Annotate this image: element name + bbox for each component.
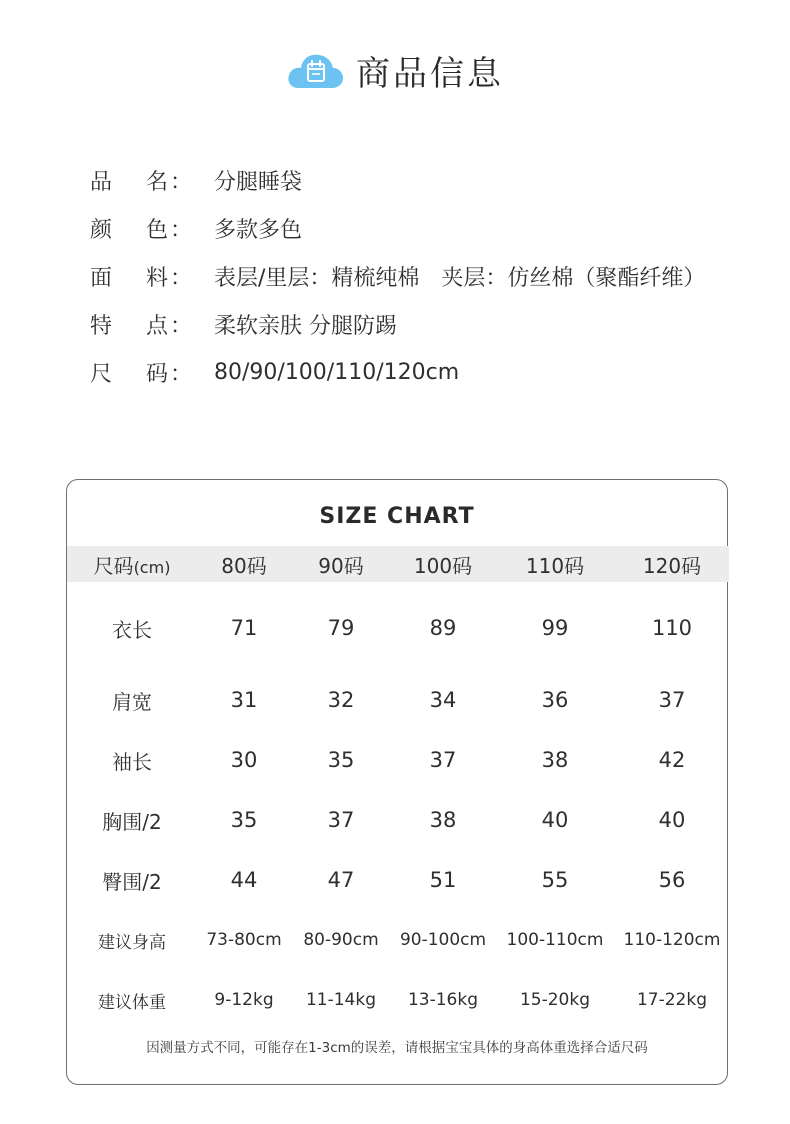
table-cell: 37 bbox=[658, 688, 686, 712]
info-row-size bbox=[90, 348, 770, 396]
info-label-char: 面 bbox=[90, 265, 113, 291]
table-cell: 51 bbox=[429, 868, 457, 892]
table-cell: 99 bbox=[541, 616, 569, 640]
row-label: 臀围/2 bbox=[102, 869, 162, 894]
table-cell: 40 bbox=[658, 808, 686, 832]
info-label-char: 品 bbox=[90, 169, 113, 195]
size-table bbox=[67, 546, 729, 1030]
info-label-char: 尺 bbox=[90, 361, 113, 387]
product-info-list bbox=[90, 156, 770, 396]
table-cell: 13-16kg bbox=[407, 990, 479, 1010]
table-cell: 110-120cm bbox=[623, 930, 721, 950]
info-label bbox=[90, 309, 214, 340]
info-label-char: 色 bbox=[146, 217, 169, 243]
table-cell: 17-22kg bbox=[636, 990, 708, 1010]
table-cell: 89 bbox=[429, 616, 457, 640]
row-label: 袖长 bbox=[112, 749, 152, 774]
table-cell: 15-20kg bbox=[519, 990, 591, 1010]
header-unit: (cm) bbox=[133, 557, 171, 577]
info-label bbox=[90, 213, 214, 244]
table-cell: 71 bbox=[230, 616, 258, 640]
info-row-features bbox=[90, 300, 770, 348]
header-cell: 100码 bbox=[391, 546, 495, 582]
info-label-char: 特 bbox=[90, 313, 113, 339]
table-cell: 37 bbox=[327, 808, 355, 832]
table-cell: 35 bbox=[327, 748, 355, 772]
info-row-color bbox=[90, 204, 770, 252]
info-label-char: 名 bbox=[146, 169, 169, 195]
table-cell: 40 bbox=[541, 808, 569, 832]
table-cell: 36 bbox=[541, 688, 569, 712]
info-colon: ： bbox=[170, 169, 193, 195]
table-row bbox=[67, 790, 729, 850]
info-label-char: 料 bbox=[146, 265, 169, 291]
info-colon: ： bbox=[170, 217, 193, 243]
header-label: 尺码 bbox=[93, 553, 134, 578]
table-cell: 90-100cm bbox=[399, 930, 487, 950]
table-cell: 110 bbox=[651, 616, 693, 640]
info-row-material bbox=[90, 252, 770, 300]
table-cell: 42 bbox=[658, 748, 686, 772]
table-cell: 38 bbox=[429, 808, 457, 832]
table-cell: 80-90cm bbox=[303, 930, 379, 950]
info-colon: ： bbox=[170, 361, 193, 387]
table-cell: 38 bbox=[541, 748, 569, 772]
row-label: 建议身高 bbox=[98, 932, 166, 953]
info-label bbox=[90, 165, 214, 196]
table-row bbox=[67, 730, 729, 790]
table-cell: 35 bbox=[230, 808, 258, 832]
header-cell: 120码 bbox=[615, 546, 729, 582]
table-row bbox=[67, 910, 729, 970]
table-cell: 34 bbox=[429, 688, 457, 712]
row-label: 建议体重 bbox=[98, 992, 166, 1013]
table-row bbox=[67, 582, 729, 670]
row-label: 胸围/2 bbox=[102, 809, 162, 834]
size-chart-title: SIZE CHART bbox=[319, 504, 475, 529]
table-cell: 73-80cm bbox=[206, 930, 282, 950]
table-cell: 79 bbox=[327, 616, 355, 640]
table-cell: 44 bbox=[230, 868, 258, 892]
info-label bbox=[90, 357, 214, 388]
page-title: 商品信息 bbox=[356, 53, 504, 94]
page-header bbox=[0, 42, 790, 98]
cloud-calendar-icon bbox=[286, 50, 344, 90]
row-label: 衣长 bbox=[112, 617, 152, 642]
info-label-char: 码 bbox=[146, 361, 169, 387]
header-cell: 90码 bbox=[291, 546, 391, 582]
size-chart-card bbox=[66, 479, 728, 1085]
header-cell: 80码 bbox=[197, 546, 291, 582]
table-row bbox=[67, 970, 729, 1030]
table-cell: 9-12kg bbox=[214, 990, 274, 1010]
table-cell: 37 bbox=[429, 748, 457, 772]
table-row bbox=[67, 670, 729, 730]
row-label: 肩宽 bbox=[112, 689, 152, 714]
header-cell-size bbox=[67, 546, 197, 582]
table-row bbox=[67, 850, 729, 910]
table-cell: 11-14kg bbox=[305, 990, 377, 1010]
info-label-char: 点 bbox=[146, 313, 169, 339]
table-cell: 55 bbox=[541, 868, 569, 892]
info-label bbox=[90, 261, 214, 292]
table-cell: 100-110cm bbox=[506, 930, 604, 950]
info-value-material: 表层/里层：精梳纯棉 夹层：仿丝棉（聚酯纤维） bbox=[214, 265, 706, 291]
info-value-name: 分腿睡袋 bbox=[214, 169, 303, 195]
table-cell: 30 bbox=[230, 748, 258, 772]
table-cell: 56 bbox=[658, 868, 686, 892]
table-cell: 32 bbox=[327, 688, 355, 712]
info-label-char: 颜 bbox=[90, 217, 113, 243]
table-cell: 31 bbox=[230, 688, 258, 712]
table-cell: 47 bbox=[327, 868, 355, 892]
info-row-name bbox=[90, 156, 770, 204]
info-value-color: 多款多色 bbox=[214, 217, 303, 243]
size-table-header bbox=[67, 546, 729, 582]
info-colon: ： bbox=[170, 265, 193, 291]
info-value-size: 80/90/100/110/120cm bbox=[214, 359, 460, 385]
measurement-note: 因测量方式不同，可能存在1-3cm的误差，请根据宝宝具体的身高体重选择合适尺码 bbox=[146, 1040, 648, 1056]
header-cell: 110码 bbox=[495, 546, 615, 582]
info-colon: ： bbox=[170, 313, 193, 339]
info-value-features: 柔软亲肤 分腿防踢 bbox=[214, 313, 397, 339]
